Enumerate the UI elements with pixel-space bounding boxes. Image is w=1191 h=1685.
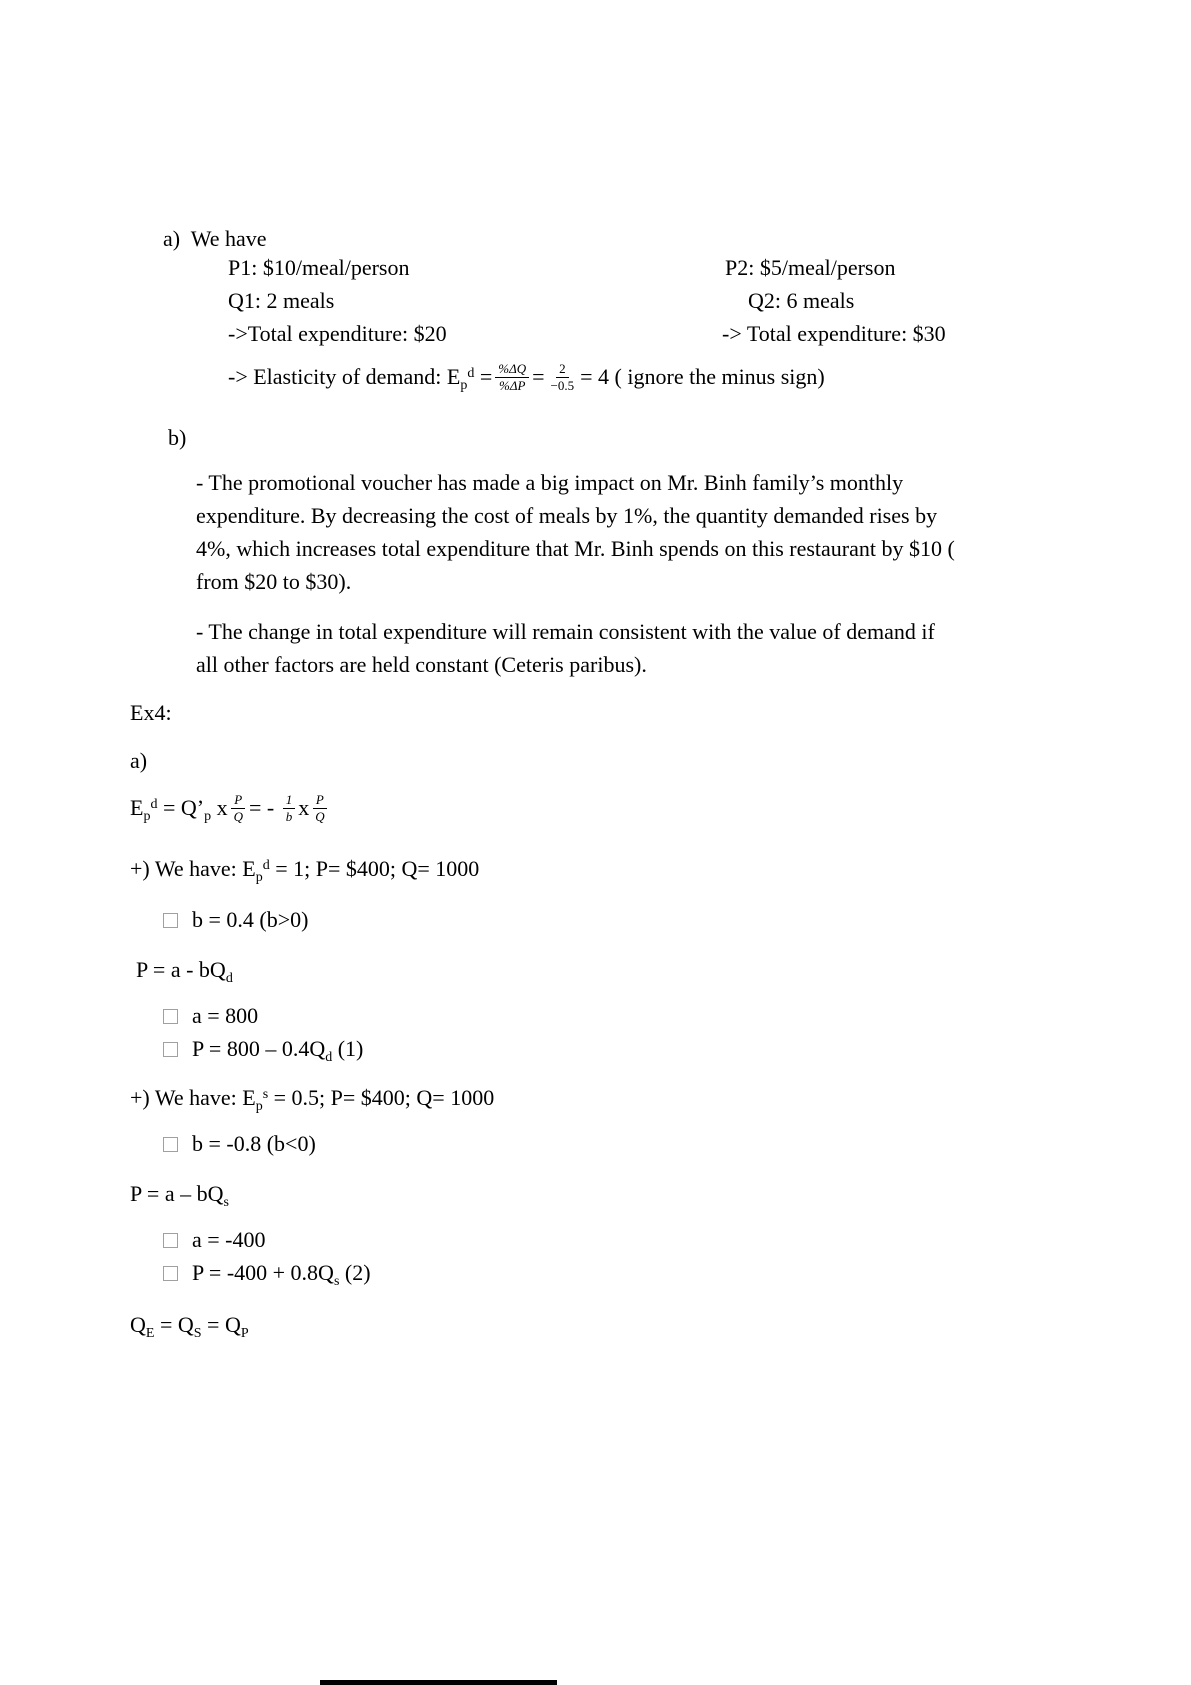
subscript-E: E — [145, 1326, 155, 1341]
subscript-S: S — [193, 1326, 202, 1341]
ex4-part-a-label: a) — [130, 748, 148, 773]
elasticity-equation — [228, 354, 1191, 400]
fraction-numerator: P — [313, 792, 327, 809]
subscript-s: s — [333, 1274, 340, 1289]
fraction-values — [548, 361, 578, 393]
subscript-p: p — [143, 809, 151, 824]
subscript-d: d — [325, 1050, 333, 1065]
fraction-numerator: %ΔQ — [495, 361, 529, 378]
supply-b-result: b = -0.8 (b<0) — [163, 1127, 1191, 1160]
p1-value: P1: $10/meal/person — [228, 255, 410, 280]
section-b-header: b) — [168, 425, 187, 450]
supply-a-result: a = -400 — [163, 1223, 1191, 1256]
fraction-denominator: Q — [315, 808, 325, 824]
supply-final-equation: $P = -400 + 0.8Q_s$ (2) — [163, 1256, 1191, 1289]
checkbox-icon — [163, 1233, 178, 1248]
expenditure-1: ->Total expenditure: $20 — [228, 321, 447, 346]
ex4-elasticity-formula — [130, 783, 1191, 833]
checkbox-icon — [163, 1266, 178, 1281]
q1-value: Q1: 2 meals — [228, 288, 335, 313]
row-quantities — [0, 288, 1191, 321]
fraction-denominator: b — [285, 808, 293, 824]
equals-sign: = — [532, 364, 545, 389]
subscript-p: p — [255, 1099, 263, 1114]
superscript-d: d — [467, 366, 475, 381]
expenditure-2: -> Total expenditure: $30 — [722, 321, 946, 346]
q2-value: Q2: 6 meals — [748, 288, 855, 313]
section-a-header: a) We have — [163, 226, 267, 251]
demand-b-result: b = 0.4 (b>0) — [163, 903, 1191, 936]
subscript-p: p — [460, 378, 468, 393]
fraction-p-over-q — [231, 792, 246, 824]
subscript-s: s — [223, 1195, 229, 1210]
fraction-p-over-q — [312, 792, 327, 824]
supply-price-equation: $P = a - bQ_s$ — [130, 1181, 229, 1210]
checkbox-icon — [163, 1137, 178, 1152]
fraction-numerator: P — [231, 792, 245, 809]
supply-given-line: +) We have: $E_p^s = 0.5$; P= $400; Q= 1000 — [130, 1085, 495, 1114]
fraction-numerator: 2 — [556, 361, 569, 378]
superscript-d: d — [262, 858, 270, 873]
superscript-d: d — [150, 797, 158, 812]
p2-value: P2: $5/meal/person — [725, 255, 896, 280]
fraction-denominator: −0.5 — [550, 377, 575, 393]
ex4-title: Ex4: — [130, 700, 172, 725]
formula-lead: $E_p^d$ = $Q’_p$ x — [130, 795, 228, 824]
fraction-numerator: 1 — [283, 792, 296, 809]
fraction-denominator: %ΔP — [498, 377, 526, 393]
superscript-s: s — [262, 1087, 269, 1102]
times-sign: x — [298, 795, 310, 820]
fraction-denominator: Q — [233, 808, 243, 824]
demand-final-equation: $P = 800 - 0.4Q_d$ (1) — [163, 1032, 1191, 1065]
equals-sign: = - — [248, 795, 280, 820]
row-expenditure — [0, 321, 1191, 354]
checkbox-icon — [163, 913, 178, 928]
demand-price-equation: $P = a - bQ_d$ — [136, 957, 233, 986]
demand-a-result: a = 800 — [163, 999, 1191, 1032]
bottom-page-divider — [320, 1680, 557, 1685]
subscript-p: p — [255, 870, 263, 885]
checkbox-icon — [163, 1042, 178, 1057]
subscript-p: p — [204, 809, 212, 824]
equilibrium-condition: $Q_E = Q_S = Q_P$ — [130, 1312, 249, 1341]
fraction-1-over-b — [283, 792, 296, 824]
subscript-P: P — [240, 1326, 249, 1341]
fraction-pct-delta — [495, 361, 529, 393]
elasticity-result: = 4 ( ignore the minus sign) — [580, 364, 825, 389]
subscript-d: d — [225, 971, 233, 986]
demand-given-line: +) We have: $E_p^d = 1$; P= $400; Q= 1000 — [130, 856, 480, 885]
row-prices — [0, 255, 1191, 288]
section-b-paragraph-1: - The promotional voucher has made a big impact on Mr. Binh family’s monthly expenditure. By decreasing the cost of meals by 1%, the quantity demanded rises by 4%, which increases total expenditure that Mr. Binh spends on this restaurant by $10 ( from $20 to $30). — [196, 470, 961, 594]
section-b-paragraph-2: - The change in total expenditure will remain consistent with the value of demand if all other factors are held constant (Ceteris paribus). — [196, 619, 941, 677]
elasticity-lead: -> Elasticity of demand: $E_p^d$ = — [228, 364, 493, 393]
checkbox-icon — [163, 1009, 178, 1024]
